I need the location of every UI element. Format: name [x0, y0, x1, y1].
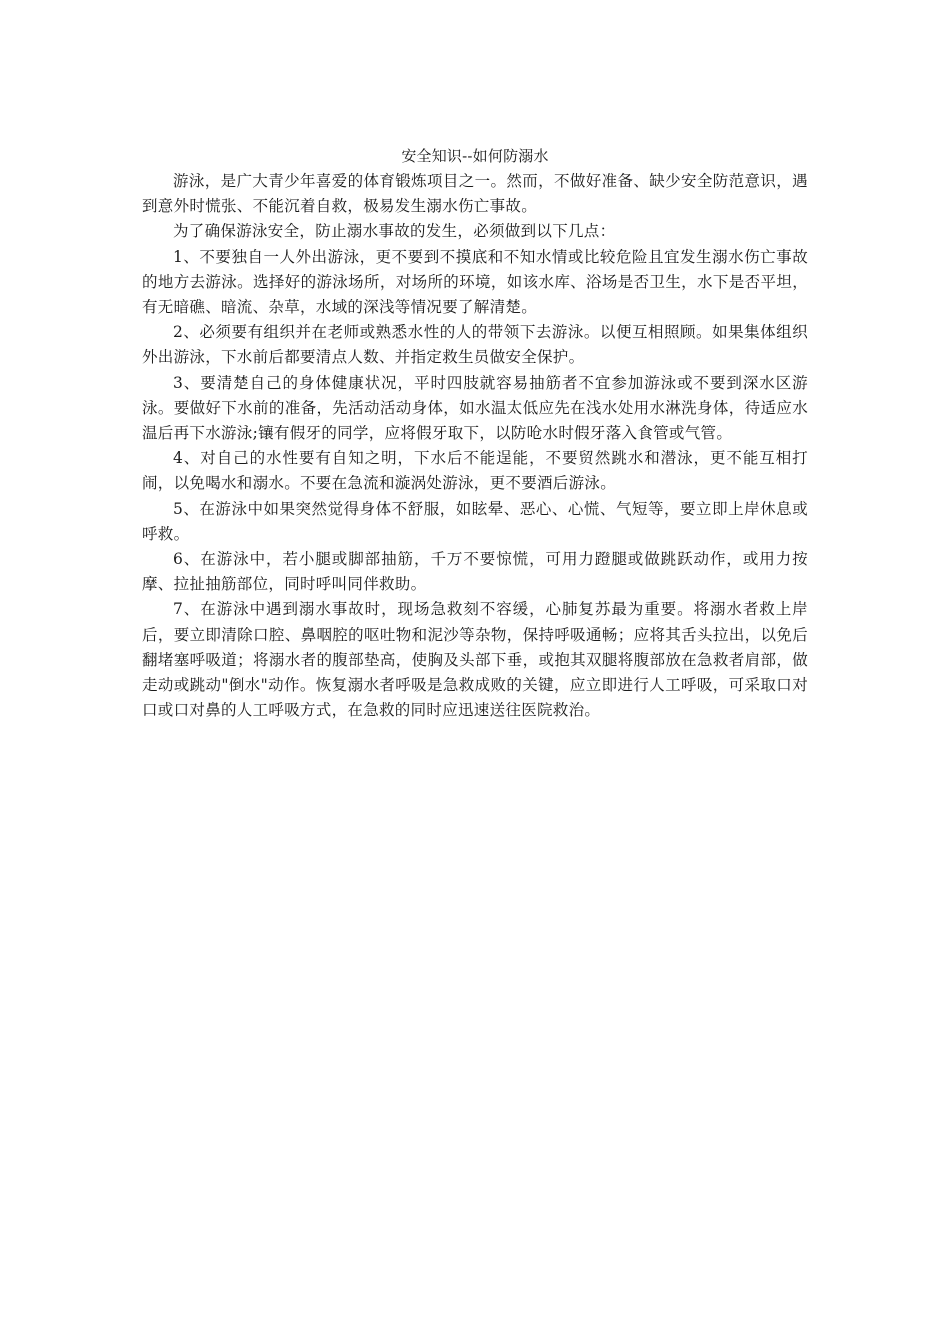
paragraph-rule-3: 3、要清楚自己的身体健康状况，平时四肢就容易抽筋者不宜参加游泳或不要到深水区游泳。要做好下水前的准备，先活动活动身体，如水温太低应先在浅水处用水淋洗身体，待适应水温后再下水游泳;镶有假牙的同学，应将假牙取下，以防呛水时假牙落入食管或气管。 [142, 373, 808, 443]
document-title: 安全知识--如何防溺水 [401, 147, 549, 165]
paragraph-intro: 游泳，是广大青少年喜爱的体育锻炼项目之一。然而，不做好准备、缺少安全防范意识，遇到意外时慌张、不能沉着自救，极易发生溺水伤亡事故。 [142, 172, 808, 216]
paragraph-rule-7: 7、在游泳中遇到溺水事故时，现场急救刻不容缓，心肺复苏最为重要。将溺水者救上岸后，要立即清除口腔、鼻咽腔的呕吐物和泥沙等杂物，保持呼吸通畅；应将其舌头拉出，以免后翻堵塞呼吸道；将溺水者的腹部垫高，使胸及头部下垂，或抱其双腿将腹部放在急救者肩部，做走动或跳动"倒水"动作。恢复溺水者呼吸是急救成败的关键，应立即进行人工呼吸，可采取口对口或口对鼻的人工呼吸方式，在急救的同时应迅速送往医院救治。 [142, 600, 808, 720]
paragraph-rule-2: 2、必须要有组织并在老师或熟悉水性的人的带领下去游泳。以便互相照顾。如果集体组织外出游泳，下水前后都要清点人数、并指定救生员做安全保护。 [142, 323, 808, 367]
paragraph-rule-4: 4、对自己的水性要有自知之明，下水后不能逞能，不要贸然跳水和潜泳，更不能互相打闹，以免喝水和溺水。不要在急流和漩涡处游泳，更不要酒后游泳。 [142, 449, 808, 493]
document-page [142, 144, 808, 723]
paragraph-purpose: 为了确保游泳安全，防止溺水事故的发生，必须做到以下几点： [173, 222, 616, 241]
paragraph-rule-5: 5、在游泳中如果突然觉得身体不舒服，如眩晕、恶心、心慌、气短等，要立即上岸休息或呼救。 [142, 499, 808, 543]
paragraph-rule-1: 1、不要独自一人外出游泳，更不要到不摸底和不知水情或比较危险且宜发生溺水伤亡事故的地方去游泳。选择好的游泳场所，对场所的环境，如该水库、浴场是否卫生，水下是否平坦，有无暗礁、暗流、杂草，水域的深浅等情况要了解清楚。 [142, 247, 808, 317]
paragraph-rule-6: 6、在游泳中，若小腿或脚部抽筋，千万不要惊慌，可用力蹬腿或做跳跃动作，或用力按摩、拉扯抽筋部位，同时呼叫同伴救助。 [142, 550, 808, 594]
